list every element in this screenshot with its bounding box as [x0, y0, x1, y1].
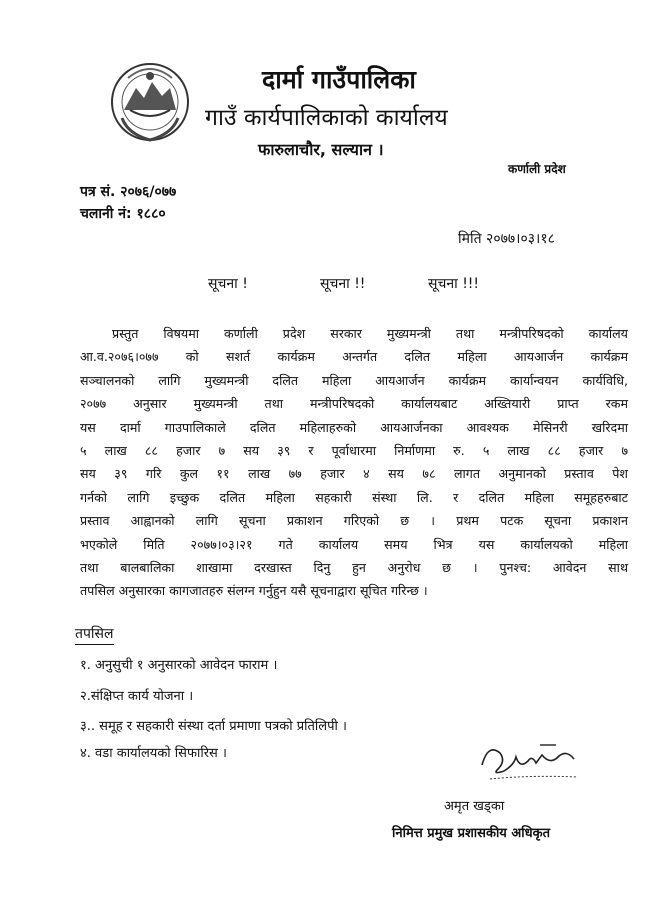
annex-item: १. अनुसुची १ अनुसारको आवेदन फाराम ।: [80, 658, 278, 673]
body-line: सय ३९ गरि कुल ११ लाख ७७ हजार ४ सय ७८ लागत अनुमानको प्रस्ताव पेश: [80, 466, 628, 482]
office-name: दार्मा गाउँपालिका: [262, 65, 416, 94]
body-line: प्रस्ताव आह्वानको लागि सूचना प्रकाशन गरिएको छ । प्रथम पटक सूचना प्रकाशन: [80, 513, 628, 529]
letter-date: मिति २०७७।०३।१८: [458, 231, 555, 247]
body-line: यस दार्मा गाउपालिकाले दलित महिलाहरुको आयआर्जनका आवश्यक मेसिनरी खरिदमा: [80, 419, 628, 435]
notice-heading-2: सूचना !!: [320, 276, 366, 292]
notice-heading-3: सूचना !!!: [428, 276, 480, 292]
office-address: फारुलाचौर, सल्यान ।: [258, 140, 384, 159]
body-line: भएकोले मिति २०७७।०३।२१ गते कार्यालय समय भित्र यस कार्यालयको महिला: [80, 536, 628, 552]
body-line: प्रस्तुत विषयमा कर्णाली प्रदेश सरकार मुख्यमन्त्री तथा मन्त्रीपरिषदको कार्यालय: [112, 326, 628, 341]
notice-body: [80, 322, 628, 603]
body-line: गर्नको लागि इच्छुक दलित महिला सहकारी संस्था लि. र दलित महिला समूहहरुबाट: [80, 489, 628, 505]
notice-heading-1: सूचना !: [208, 276, 248, 292]
body-line: ५ लाख ८८ हजार ७ सय ३९ र पूर्वाधारमा निर्माणमा रु. ५ लाख ८८ हजार ७: [80, 443, 628, 459]
province-label: कर्णाली प्रदेश: [508, 162, 566, 176]
body-line: तथा बालबालिका शाखामा दरखास्त दिनु हुन अनुरोध छ । पुनश्च: आवेदन साथ: [80, 560, 628, 576]
office-subtitle: गाउँ कार्यपालिकाको कार्यालय: [205, 105, 448, 131]
government-seal-icon: [108, 58, 192, 148]
annex-item: ४. वडा कार्यालयको सिफारिस ।: [80, 746, 227, 761]
body-line: सञ्चालनको लागि मुख्यमन्त्री दलित महिला आयआर्जन कार्यक्रम कार्यान्वयन कार्यविधि,: [80, 372, 628, 388]
handwritten-signature-icon: [470, 735, 590, 795]
dispatch-number: चलानी नं: १८८०: [80, 206, 166, 222]
letter-number: पत्र सं. २०७६/०७७: [80, 184, 177, 200]
annex-item: २.संक्षिप्त कार्य योजना ।: [80, 689, 194, 704]
body-line: तपसिल अनुसारका कागजातहरु संलग्न गर्नुहुन यसै सूचनाद्वारा सूचित गरिन्छ ।: [80, 583, 428, 599]
signatory-name: अमृत खड्का: [444, 799, 505, 814]
annex-item: ३.. समूह र सहकारी संस्था दर्ता प्रमाणा पत्रको प्रतिलिपी ।: [80, 719, 347, 734]
annex-title: तपसिल: [75, 624, 114, 645]
body-line: आ.व.२०७६।०७७ को सशर्त कार्यक्रम अन्तर्गत दलित महिला आयआर्जन कार्यक्रम: [80, 349, 628, 365]
signatory-title: निमित्त प्रमुख प्रशासकीय अधिकृत: [392, 826, 551, 841]
body-line: २०७७ अनुसार मुख्यमन्त्री तथा मन्त्रीपरिषदको कार्यालयबाट अख्तियारी प्राप्त रकम: [80, 396, 628, 412]
